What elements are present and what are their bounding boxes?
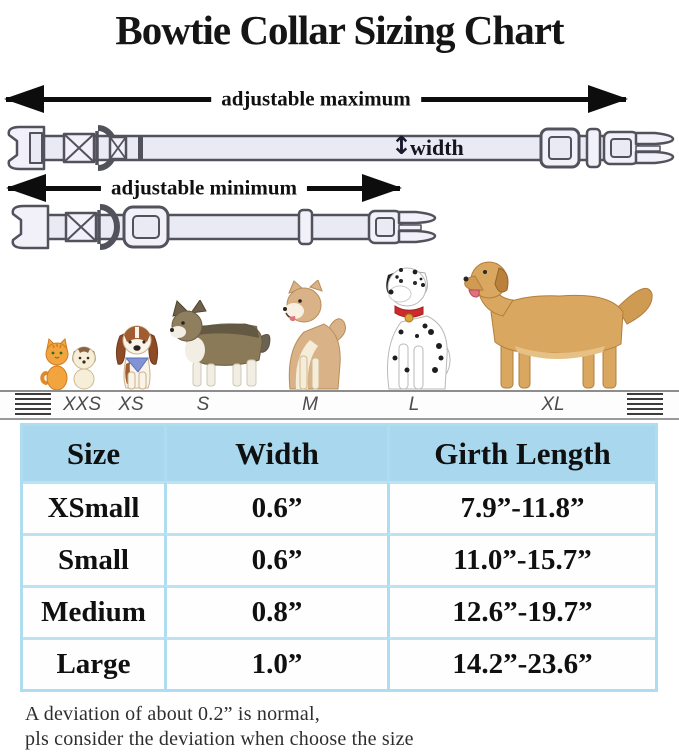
size-label-xxs: XXS <box>62 394 102 415</box>
page-title: Bowtie Collar Sizing Chart <box>115 7 564 53</box>
table-row-xsmall <box>23 481 655 533</box>
adjustable-maximum-arrow <box>6 86 626 111</box>
deviation-note-line2: pls consider the deviation when choose the size <box>25 728 414 750</box>
collar-maximum-illustration <box>0 120 679 176</box>
header-cell-width: Width <box>164 426 387 481</box>
collar-minimum-illustration <box>4 197 442 255</box>
deviation-note-line1: A deviation of about 0.2” is normal, <box>25 703 320 725</box>
golden-retriever-illustration <box>455 250 655 391</box>
size-label-xs: XS <box>118 394 144 415</box>
cell-size: Large <box>23 637 164 689</box>
size-label-l: L <box>408 394 420 415</box>
dalmatian-illustration <box>371 262 463 391</box>
basset-hound-illustration <box>114 320 160 391</box>
cat-illustration <box>40 337 70 391</box>
header-cell-girth: Girth Length <box>387 426 655 481</box>
cell-size: Small <box>23 533 164 585</box>
cell-width: 0.6” <box>164 533 387 585</box>
cell-width: 0.6” <box>164 481 387 533</box>
cell-girth: 12.6”-19.7” <box>387 585 655 637</box>
adjustable-minimum-label: adjustable minimum <box>101 176 307 201</box>
sizing-table <box>20 423 658 692</box>
size-label-m: M <box>302 394 318 415</box>
table-row-medium <box>23 585 655 637</box>
size-label-xl: XL <box>541 394 565 415</box>
size-scale-tape <box>0 390 679 420</box>
header-cell-size: Size <box>66 435 121 471</box>
cell-girth: 14.2”-23.6” <box>387 637 655 689</box>
table-row-small <box>23 533 655 585</box>
adjustable-maximum-label: adjustable maximum <box>211 87 421 112</box>
tape-hatch-right-icon <box>627 393 663 417</box>
cell-girth: 7.9”-11.8” <box>387 481 655 533</box>
size-label-s: S <box>196 394 210 415</box>
cell-size: Medium <box>23 585 164 637</box>
cell-size: XSmall <box>23 481 164 533</box>
table-header-row <box>23 426 655 481</box>
width-label: width <box>410 135 464 160</box>
width-arrow-icon: ↕ <box>391 131 412 160</box>
adjustable-minimum-arrow <box>8 175 400 200</box>
puppy-illustration <box>70 343 98 391</box>
cell-width: 1.0” <box>164 637 387 689</box>
cell-girth: 11.0”-15.7” <box>387 533 655 585</box>
shiba-inu-illustration <box>272 280 350 391</box>
table-row-large <box>23 637 655 689</box>
tape-hatch-left-icon <box>15 393 51 417</box>
corgi-illustration <box>165 300 273 391</box>
cell-width: 0.8” <box>164 585 387 637</box>
